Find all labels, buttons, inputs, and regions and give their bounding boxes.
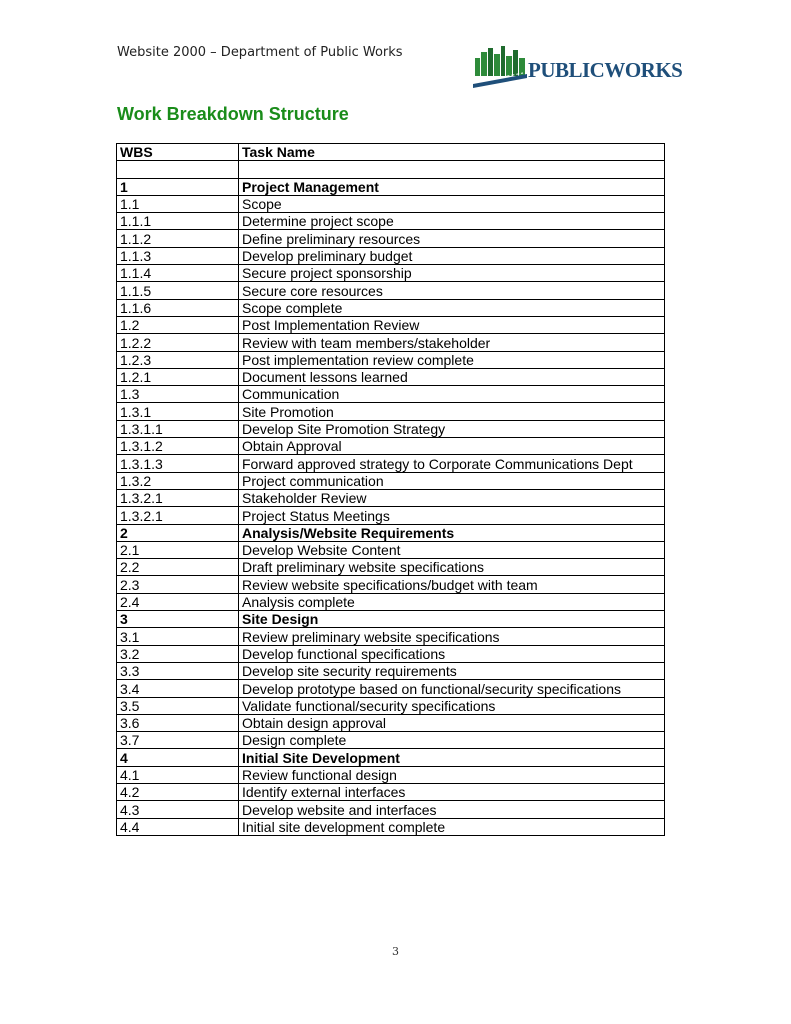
table-row: [117, 611, 665, 628]
task-name-cell: Stakeholder Review: [239, 489, 665, 506]
table-row: [117, 230, 665, 247]
table-row: [117, 680, 665, 697]
table-row: [117, 455, 665, 472]
task-name-cell: Develop Site Promotion Strategy: [239, 420, 665, 437]
table-row: [117, 386, 665, 403]
table-row: [117, 438, 665, 455]
task-name-cell: Develop prototype based on functional/security specifications: [239, 680, 665, 697]
table-row: [117, 801, 665, 818]
task-name-cell: Communication: [239, 386, 665, 403]
task-name-cell: Post implementation review complete: [239, 351, 665, 368]
task-name-cell: Project Management: [239, 178, 665, 195]
wbs-code-cell: 4.2: [117, 783, 239, 800]
task-name-cell: Develop website and interfaces: [239, 801, 665, 818]
table-row: [117, 420, 665, 437]
wbs-code-cell: 3.3: [117, 662, 239, 679]
wbs-code-cell: 2.3: [117, 576, 239, 593]
table-row: [117, 161, 665, 178]
task-name-cell: Forward approved strategy to Corporate Communications Dept: [239, 455, 665, 472]
task-name-cell: Obtain design approval: [239, 714, 665, 731]
wbs-code-cell: 4.3: [117, 801, 239, 818]
task-name-cell: Project communication: [239, 472, 665, 489]
table-row: [117, 593, 665, 610]
wbs-code-cell: 1.3.1: [117, 403, 239, 420]
wbs-code-cell: 4: [117, 749, 239, 766]
wbs-code-cell: 3.5: [117, 697, 239, 714]
wbs-code-cell: 1.2.3: [117, 351, 239, 368]
wbs-code-cell: 1.3: [117, 386, 239, 403]
task-name-cell: Project Status Meetings: [239, 507, 665, 524]
wbs-code-cell: 4.4: [117, 818, 239, 835]
task-name-cell: Develop functional specifications: [239, 645, 665, 662]
running-header: Website 2000 – Department of Public Works: [117, 45, 403, 60]
task-name-cell: Scope complete: [239, 299, 665, 316]
task-name-cell: Initial site development complete: [239, 818, 665, 835]
table-row: [117, 178, 665, 195]
wbs-code-cell: 1.1: [117, 195, 239, 212]
task-name-cell: Document lessons learned: [239, 368, 665, 385]
section-title: Work Breakdown Structure: [117, 104, 349, 124]
wbs-code-cell: [117, 161, 239, 178]
wbs-code-cell: 1.3.1.1: [117, 420, 239, 437]
column-header-wbs: WBS: [117, 144, 239, 161]
wbs-code-cell: 3.6: [117, 714, 239, 731]
table-row: [117, 576, 665, 593]
wbs-code-cell: 1.3.1.2: [117, 438, 239, 455]
task-name-cell: Post Implementation Review: [239, 316, 665, 333]
wbs-code-cell: 2.2: [117, 559, 239, 576]
wbs-code-cell: 2.1: [117, 541, 239, 558]
task-name-cell: Review with team members/stakeholder: [239, 334, 665, 351]
task-name-cell: [239, 161, 665, 178]
table-row: [117, 524, 665, 541]
table-row: [117, 472, 665, 489]
table-row: [117, 628, 665, 645]
table-row: [117, 403, 665, 420]
table-row: [117, 559, 665, 576]
table-row: [117, 541, 665, 558]
task-name-cell: Develop site security requirements: [239, 662, 665, 679]
wbs-code-cell: 3.1: [117, 628, 239, 645]
task-name-cell: Draft preliminary website specifications: [239, 559, 665, 576]
table-row: [117, 195, 665, 212]
wbs-code-cell: 1.1.1: [117, 213, 239, 230]
wbs-code-cell: 3: [117, 611, 239, 628]
table-row: [117, 282, 665, 299]
table-row: [117, 507, 665, 524]
wbs-code-cell: 1.3.2.1: [117, 507, 239, 524]
logo-wordmark: PUBLICWORKS: [528, 58, 683, 82]
task-name-cell: Review preliminary website specifications: [239, 628, 665, 645]
task-name-cell: Site Design: [239, 611, 665, 628]
table-row: [117, 368, 665, 385]
task-name-cell: Secure core resources: [239, 282, 665, 299]
table-row: [117, 299, 665, 316]
table-row: [117, 334, 665, 351]
wbs-code-cell: 1.1.2: [117, 230, 239, 247]
task-name-cell: Identify external interfaces: [239, 783, 665, 800]
table-row: [117, 213, 665, 230]
table-row: [117, 766, 665, 783]
task-name-cell: Secure project sponsorship: [239, 265, 665, 282]
task-name-cell: Initial Site Development: [239, 749, 665, 766]
wbs-code-cell: 1.2: [117, 316, 239, 333]
task-name-cell: Validate functional/security specifications: [239, 697, 665, 714]
wbs-code-cell: 1.1.5: [117, 282, 239, 299]
wbs-code-cell: 4.1: [117, 766, 239, 783]
wbs-code-cell: 3.7: [117, 732, 239, 749]
table-row: [117, 697, 665, 714]
task-name-cell: Review website specifications/budget with team: [239, 576, 665, 593]
wbs-code-cell: 1.3.2: [117, 472, 239, 489]
wbs-code-cell: 1.3.1.3: [117, 455, 239, 472]
task-name-cell: Define preliminary resources: [239, 230, 665, 247]
table-row: [117, 351, 665, 368]
table-row: [117, 489, 665, 506]
table-row: [117, 749, 665, 766]
wbs-code-cell: 3.2: [117, 645, 239, 662]
task-name-cell: Develop preliminary budget: [239, 247, 665, 264]
table-row: [117, 265, 665, 282]
wbs-code-cell: 2.4: [117, 593, 239, 610]
wbs-code-cell: 1.1.3: [117, 247, 239, 264]
task-name-cell: Scope: [239, 195, 665, 212]
task-name-cell: Develop Website Content: [239, 541, 665, 558]
task-name-cell: Review functional design: [239, 766, 665, 783]
wbs-code-cell: 1: [117, 178, 239, 195]
column-header-task-name: Task Name: [239, 144, 665, 161]
wbs-code-cell: 1.1.6: [117, 299, 239, 316]
table-body: [117, 161, 665, 836]
wbs-code-cell: 3.4: [117, 680, 239, 697]
task-name-cell: Obtain Approval: [239, 438, 665, 455]
table-header-row: [117, 144, 665, 161]
wbs-code-cell: 1.2.2: [117, 334, 239, 351]
table-row: [117, 247, 665, 264]
wbs-code-cell: 2: [117, 524, 239, 541]
wbs-code-cell: 1.1.4: [117, 265, 239, 282]
table-row: [117, 714, 665, 731]
task-name-cell: Analysis/Website Requirements: [239, 524, 665, 541]
table-row: [117, 783, 665, 800]
task-name-cell: Determine project scope: [239, 213, 665, 230]
table-row: [117, 645, 665, 662]
page-number: 3: [392, 945, 399, 958]
table-row: [117, 732, 665, 749]
wbs-code-cell: 1.3.2.1: [117, 489, 239, 506]
wbs-table: [116, 143, 665, 836]
table-row: [117, 316, 665, 333]
table-row: [117, 662, 665, 679]
task-name-cell: Site Promotion: [239, 403, 665, 420]
wbs-code-cell: 1.2.1: [117, 368, 239, 385]
task-name-cell: Analysis complete: [239, 593, 665, 610]
table-row: [117, 818, 665, 835]
task-name-cell: Design complete: [239, 732, 665, 749]
city-skyline-icon: [473, 44, 533, 88]
